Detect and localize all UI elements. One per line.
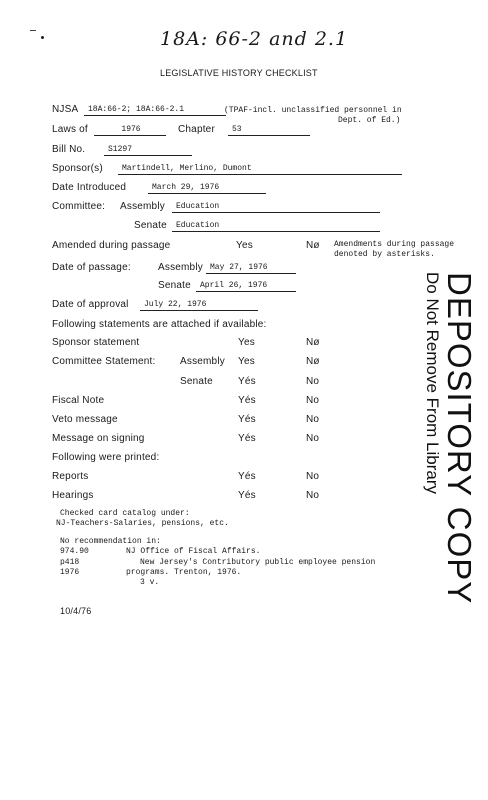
committee-statement-label: Committee Statement: [52,356,156,367]
committee-senate-label: Senate [134,220,167,231]
scan-mark [30,30,36,31]
recommendation-imprint: programs. Trenton, 1976. [126,568,242,577]
veto-message-yes: Yés [238,414,256,425]
recommendation-author: NJ Office of Fiscal Affairs. [126,547,261,556]
signing-message-label: Message on signing [52,433,145,444]
committee-statement-senate-label: Senate [180,376,213,387]
passage-label: Date of passage: [52,262,131,273]
committee-statement-senate-no: No [306,376,320,387]
committee-assembly-label: Assembly [120,201,165,212]
amended-label: Amended during passage [52,240,171,251]
date-introduced-value: March 29, 1976 [148,182,266,194]
njsa-note: (TPAF-incl. unclassified personnel in [224,106,402,115]
passage-senate-value: April 26, 1976 [196,280,296,292]
chapter-label: Chapter [178,124,215,135]
laws-label: Laws of [52,124,88,135]
footer-date: 10/4/76 [60,606,92,616]
njsa-label: NJSA [52,104,79,115]
call-number-2: p418 [60,558,80,567]
depository-stamp [424,272,476,604]
committee-statement-assembly-yes: Yes [238,356,255,367]
amended-note-2: denoted by asterisks. [334,250,435,259]
committee-statement-assembly-no: Nø [306,356,320,367]
committee-assembly-value: Education [172,201,380,213]
laws-value: 1976 [94,124,166,136]
stamp-line-2: Do Not Remove From Library [423,272,442,495]
fiscal-note-no: No [306,395,320,406]
approval-label: Date of approval [52,299,129,310]
hearings-label: Hearings [52,490,94,501]
hearings-no: No [306,490,320,501]
chapter-value: 53 [228,124,310,136]
sponsor-statement-label: Sponsor statement [52,337,140,348]
sponsors-label: Sponsor(s) [52,163,103,174]
recommendation-line: No recommendation in: [60,537,161,546]
reports-label: Reports [52,471,89,482]
passage-assembly-label: Assembly [158,262,203,273]
fiscal-note-yes: Yés [238,395,256,406]
signing-message-yes: Yés [238,433,256,444]
catalog-line: Checked card catalog under: [60,509,190,518]
scan-speck [41,36,44,39]
veto-message-label: Veto message [52,414,118,425]
catalog-subject: NJ-Teachers-Salaries, pensions, etc. [56,519,229,528]
printed-heading: Following were printed: [52,452,160,463]
committee-statement-senate-yes: Yés [238,376,256,387]
amended-yes: Yes [236,240,253,251]
amended-note: Amendments during passage [334,240,455,249]
approval-value: July 22, 1976 [140,299,258,311]
sponsor-statement-yes: Yes [238,337,255,348]
hearings-yes: Yés [238,490,256,501]
bill-value: S1297 [104,144,192,156]
fiscal-note-label: Fiscal Note [52,395,105,406]
sponsor-statement-no: Nø [306,337,320,348]
call-number-1: 974.90 [60,547,89,556]
committee-label: Committee: [52,201,106,212]
reports-no: No [306,471,320,482]
handwritten-title: 18A: 66-2 and 2.1 [160,28,349,50]
veto-message-no: No [306,414,320,425]
statements-heading: Following statements are attached if available: [52,319,267,330]
recommendation-volumes: 3 v. [140,578,160,587]
stamp-line-1: DEPOSITORY COPY [441,272,478,605]
date-introduced-label: Date Introduced [52,182,127,193]
passage-senate-label: Senate [158,280,191,291]
reports-yes: Yés [238,471,256,482]
sponsors-value: Martindell, Merlino, Dumont [118,163,402,175]
njsa-note-2: Dept. of Ed.) [338,116,401,125]
page-title: LEGISLATIVE HISTORY CHECKLIST [160,68,318,78]
passage-assembly-value: May 27, 1976 [206,262,296,274]
call-number-3: 1976 [60,568,80,577]
njsa-value: 18A:66-2; 18A:66-2.1 [84,104,226,116]
committee-statement-assembly-label: Assembly [180,356,225,367]
signing-message-no: No [306,433,320,444]
recommendation-title: New Jersey's Contributory public employee pension [140,558,376,567]
bill-label: Bill No. [52,144,86,155]
amended-no: Nø [306,240,320,251]
committee-senate-value: Education [172,220,380,232]
